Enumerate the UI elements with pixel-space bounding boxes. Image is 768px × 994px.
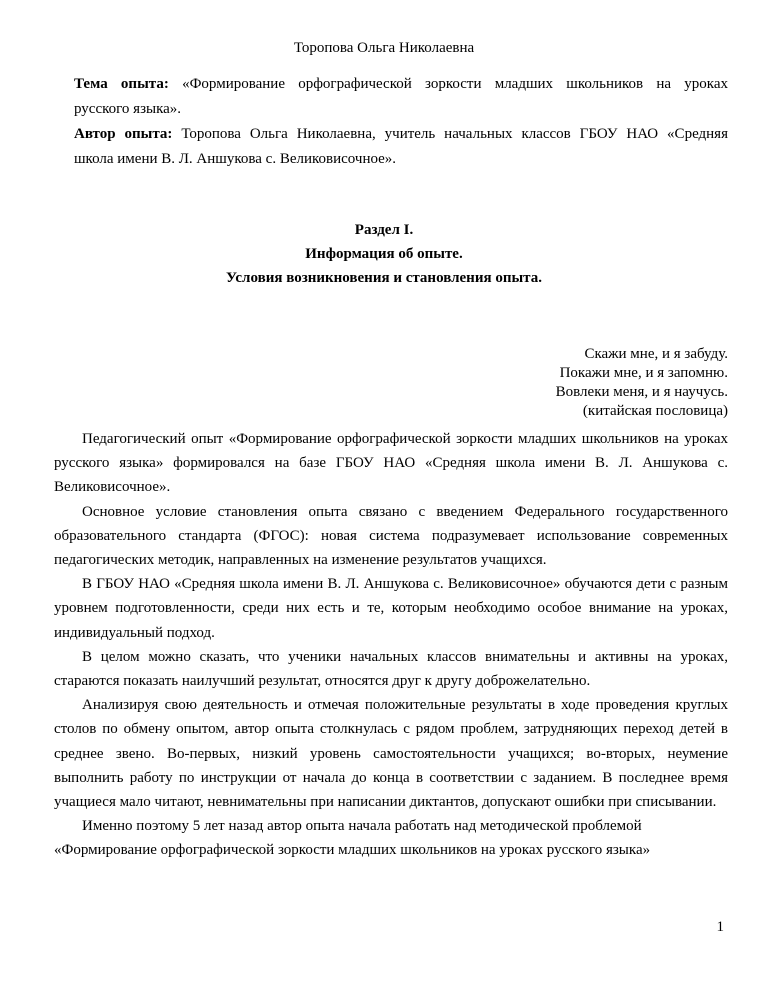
topic-line-1 bbox=[74, 72, 728, 97]
body-text bbox=[54, 427, 728, 863]
section-subtitle: Условия возникновения и становления опыта. bbox=[226, 270, 542, 286]
author-text-2: школа имени В. Л. Аншукова с. Великовисочное». bbox=[74, 151, 397, 167]
author-line-1 bbox=[74, 122, 728, 147]
paragraph-2: Основное условие становления опыта связано с введением Федерального государственного образовательного стандарта (ФГОС): новая система подразумевает использование современных педагогических методик, направленных на изменение результатов учащихся. bbox=[54, 503, 728, 569]
author-text-1: Торопова Ольга Николаевна, учитель начальных классов ГБОУ НАО «Средняя bbox=[181, 126, 728, 142]
epigraph bbox=[428, 345, 728, 421]
paragraph-6: Именно поэтому 5 лет назад автор опыта начала работать над методической проблемой «Формирование орфографической зоркости младших школьников на уроках русского языка» bbox=[54, 818, 651, 859]
section-number: Раздел I. bbox=[354, 222, 414, 238]
paragraph-4: В целом можно сказать, что ученики начальных классов внимательны и активны на уроках, стараются показать наилучший результат, относятся друг к другу доброжелательно. bbox=[54, 648, 728, 690]
epigraph-line-1: Скажи мне, и я забуду. bbox=[584, 346, 728, 362]
author-label: Автор опыта: bbox=[74, 126, 173, 142]
topic-block bbox=[74, 72, 728, 172]
paragraph-5: Анализируя свою деятельность и отмечая положительные результаты в ходе проведения круглых столов по обмену опытом, автор опыта столкнулась с рядом проблем, затрудняющих переход детей в среднее звено. Во-первых, низкий уровень самостоятельности учащихся; во-вторых, неумение выполнить работу по инструкции от начала до конца в соответствии с заданием. В последнее время учащиеся мало читают, невнимательны при написании диктантов, допускают ошибки при списывании. bbox=[54, 697, 728, 811]
epigraph-source: (китайская пословица) bbox=[582, 403, 728, 419]
topic-text-2: русского языка». bbox=[74, 101, 182, 117]
paragraph-1: Педагогический опыт «Формирование орфографической зоркости младших школьников на уроках русского языка» формировался на базе ГБОУ НАО «Средняя школа имени В. Л. Аншукова с. Великовисочное». bbox=[54, 431, 728, 496]
author-header: Торопова Ольга Николаевна bbox=[293, 40, 475, 56]
epigraph-line-3: Вовлеки меня, и я научусь. bbox=[555, 384, 728, 400]
topic-label: Тема опыта: bbox=[74, 76, 169, 92]
topic-text-1: «Формирование орфографической зоркости младших школьников на уроках bbox=[182, 76, 729, 92]
epigraph-line-2: Покажи мне, и я запомню. bbox=[559, 365, 728, 381]
page-number: 1 bbox=[716, 919, 724, 935]
paragraph-3: В ГБОУ НАО «Средняя школа имени В. Л. Аншукова с. Великовисочное» обучаются дети с разным уровнем подготовленности, среди них есть и те, которым необходимо особое внимание на уроках, индивидуальный подход. bbox=[54, 576, 728, 641]
section-title: Информация об опыте. bbox=[305, 246, 463, 262]
